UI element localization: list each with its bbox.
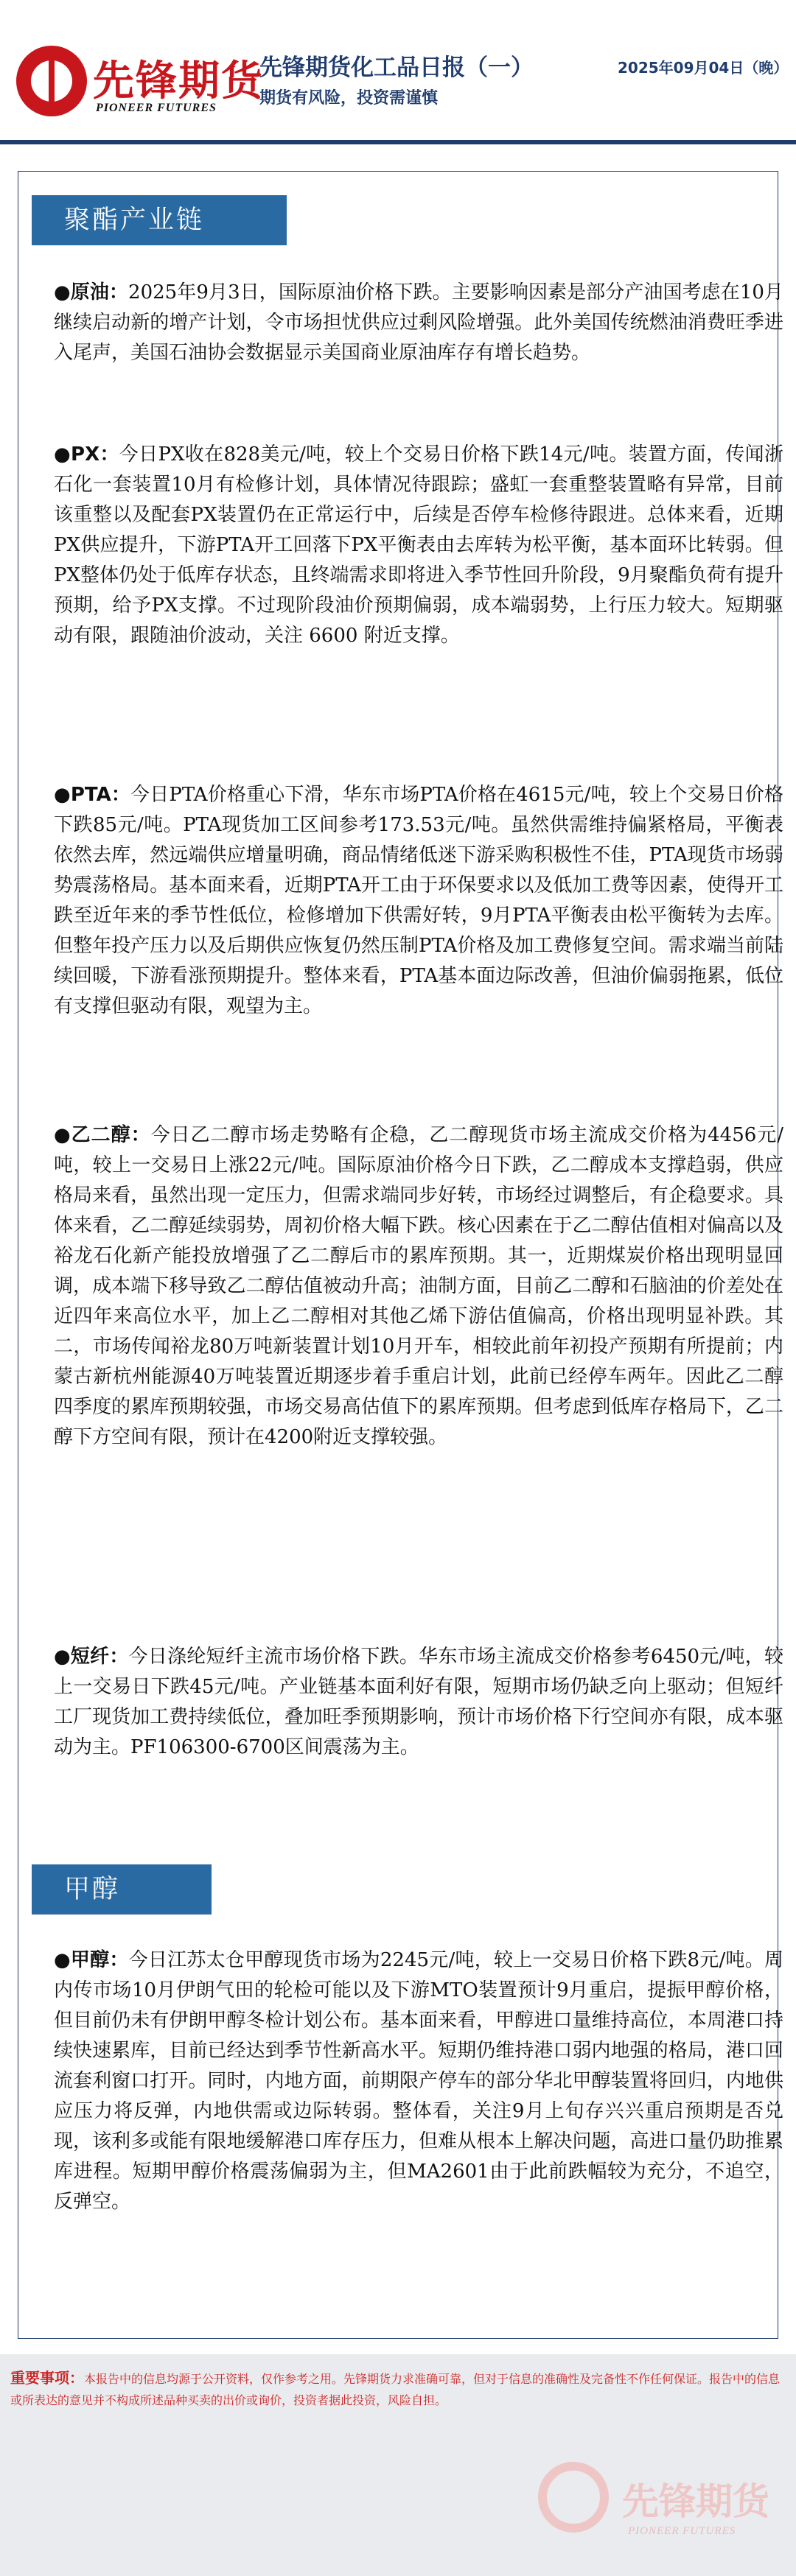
company-logo-icon [16, 46, 87, 116]
paragraph-methanol [54, 1945, 783, 2217]
paragraph-pta [54, 780, 783, 1022]
paragraph-staple-fiber [54, 1642, 783, 1763]
item-label: ●PX： [54, 443, 119, 466]
item-label: ●短纤： [54, 1646, 129, 1668]
item-text: 今日涤纶短纤主流市场价格下跌。华东市场主流成交价格参考6450元/吨，较上一交易日下跌45元/吨。产业链基本面利好有限，短期市场仍缺乏向上驱动；但短纤工厂现货加工费持续低位，叠加旺季预期影响，预计市场价格下行空间亦有限，成本驱动为主。PF106300-6700区间震荡为主。 [54, 1646, 783, 1758]
watermark-logo-icon [538, 2462, 609, 2533]
disclaimer-body: 本报告中的信息均源于公开资料，仅作参考之用。先锋期货力求准确可靠，但对于信息的准确性及完备性不作任何保证。报告中的信息或所表达的意见并不构成所述品种买卖的出价或询价，投资者据此投资，风险自担。 [10, 2372, 781, 2407]
paragraph-px [54, 440, 783, 651]
item-text: 今日PX收在828美元/吨，较上个交易日价格下跌14元/吨。装置方面，传闻浙石化一套装置10月有检修计划，具体情况待跟踪；盛虹一套重整装置略有异常，目前该重整以及配套PX装置仍在正常运行中，后续是否停车检修待跟进。总体来看，近期PX供应提升，下游PTA开工回落下PX平衡表由去库转为松平衡，基本面环比转弱。但PX整体仍处于低库存状态，且终端需求即将进入季节性回升阶段，9月聚酯负荷有提升预期，给予PX支撑。不过现阶段油价预期偏弱，成本端弱势，上行压力较大。短期驱动有限，跟随油价波动，关注 6600 附近支撑。 [54, 443, 784, 647]
watermark-english: PIONEER FUTURES [628, 2525, 736, 2537]
item-text: 今日乙二醇市场走势略有企稳，乙二醇现货市场主流成交价格为4456元/吨，较上一交易日上涨22元/吨。国际原油价格今日下跌，乙二醇成本支撑趋弱，供应格局来看，虽然出现一定压力，但需求端同步好转，市场经过调整后，有企稳要求。具体来看，乙二醇延续弱势，周初价格大幅下跌。核心因素在于乙二醇估值相对偏高以及裕龙石化新产能投放增强了乙二醇后市的累库预期。其一，近期煤炭价格出现明显回调，成本端下移导致乙二醇估值被动升高；油制方面，目前乙二醇和石脑油的价差处在近四年来高位水平，加上乙二醇相对其他乙烯下游估值偏高，价格出现明显补跌。其二，市场传闻裕龙80万吨新装置计划10月开车，相较此前年初投产预期有所提前；内蒙古新杭州能源40万吨装置近期逐步着手重启计划，此前已经停车两年。因此乙二醇四季度的累库预期较强，市场交易高估值下的累库预期。但考虑到低库存格局下，乙二醇下方空间有限，预计在4200附近支撑较强。 [54, 1124, 784, 1448]
section-title-methanol: 甲醇 [32, 1864, 212, 1915]
paragraph-crude-oil [54, 278, 783, 368]
company-logo-text: 先锋期货 [93, 57, 264, 105]
item-text: 2025年9月3日，国际原油价格下跌。主要影响因素是部分产油国考虑在10月继续启动新的增产计划，令市场担忧供应过剩风险增强。此外美国传统燃油消费旺季进入尾声，美国石油协会数据显示美国商业原油库存有增长趋势。 [54, 281, 784, 364]
report-body [18, 171, 784, 2339]
item-label: ●原油： [54, 281, 129, 303]
item-label: ●乙二醇： [54, 1124, 151, 1146]
section-title-polyester: 聚酯产业链 [32, 195, 287, 245]
item-text: 今日江苏太仓甲醇现货市场为2245元/吨，较上一交易日价格下跌8元/吨。周内传市场10月伊朗气田的轮检可能以及下游MTO装置预计9月重启，提振甲醇价格，但目前仍未有伊朗甲醇冬检计划公布。基本面来看，甲醇进口量维持高位，本周港口持续快速累库，目前已经达到季节性新高水平。短期仍维持港口弱内地强的格局，港口回流套利窗口打开。同时，内地方面，前期限产停车的部分华北甲醇装置将回归，内地供应压力将反弹，内地供需或边际转弱。整体看，关注9月上旬存兴兴重启预期是否兑现，该利多或能有限地缓解港口库存压力，但难从根本上解决问题，高进口量仍助推累库进程。短期甲醇价格震荡偏弱为主，但MA2601由于此前跌幅较为充分，不追空，反弹空。 [54, 1949, 783, 2213]
watermark-text: 先锋期货 [622, 2480, 769, 2523]
risk-slogan: 期货有风险，投资需谨慎 [259, 89, 439, 108]
item-label: ●PTA： [54, 784, 131, 806]
company-logo-english: PIONEER FUTURES [96, 102, 217, 114]
disclaimer-label: 重要事项： [10, 2369, 84, 2387]
disclaimer-text [10, 2368, 781, 2411]
disclaimer-footer [0, 2354, 796, 2576]
report-header [0, 0, 796, 147]
report-date: 2025年09月04日（晚） [618, 59, 789, 77]
item-text: 今日PTA价格重心下滑，华东市场PTA价格在4615元/吨，较上个交易日价格下跌85元/吨。PTA现货加工区间参考173.53元/吨。虽然供需维持偏紧格局，平衡表依然去库，然远端供应增量明确，商品情绪低迷下游采购积极性不佳，PTA现货市场弱势震荡格局。基本面来看，近期PTA开工由于环保要求以及低加工费等因素，使得开工跌至近年来的季节性低位，检修增加下供需好转，9月PTA平衡表由松平衡转为去库。但整年投产压力以及后期供应恢复仍然压制PTA价格及加工费修复空间。需求端当前陆续回暖，下游看涨预期提升。整体来看，PTA基本面边际改善，但油价偏弱拖累，低位有支撑但驱动有限，观望为主。 [54, 784, 783, 1017]
paragraph-meg [54, 1120, 783, 1453]
item-label: ●甲醇： [54, 1949, 129, 1971]
report-title: 先锋期货化工品日报（一） [259, 55, 534, 81]
header-divider [0, 140, 796, 144]
